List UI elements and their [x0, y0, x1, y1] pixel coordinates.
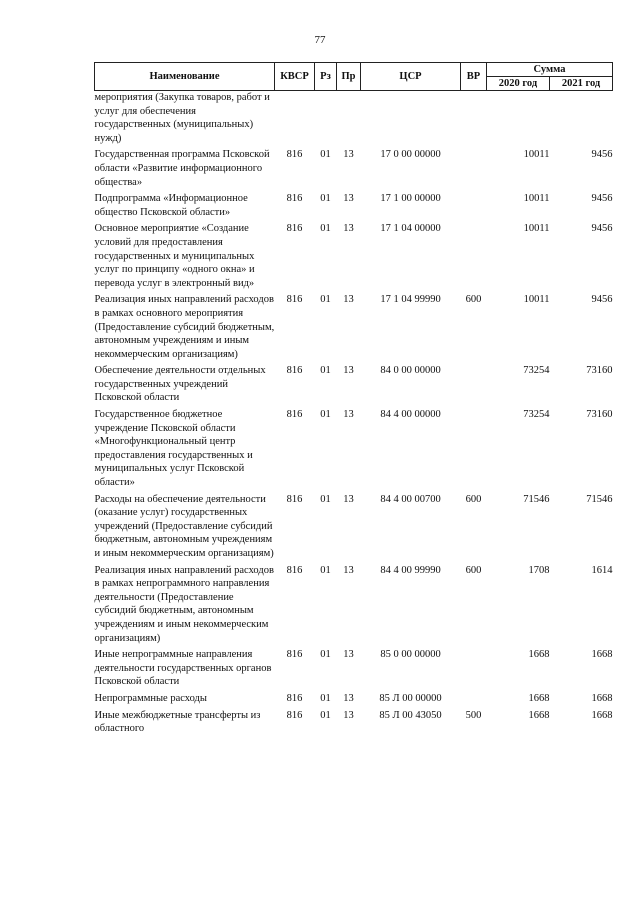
cell-rz: 01: [320, 649, 331, 661]
cell-rz: 01: [320, 493, 331, 505]
table-header: [95, 63, 613, 91]
cell-sum-2020: [487, 91, 550, 146]
cell-name: Реализация иных направлений расходов в рамках основного мероприятия (Предоставление субсидий бюджетным, автономным учреждениям и иным некоммерческим организациям): [94, 294, 275, 360]
header-year-2021: 2021 год: [550, 77, 613, 91]
cell-name: Государственное бюджетное учреждение Псковской области «Многофункциональный центр предоставления государственных и муниципальных услуг Псковской области»: [94, 409, 253, 489]
cell-csr: [361, 91, 461, 146]
cell-sum-2021: 71546: [586, 493, 613, 505]
cell-sum-2020: 10011: [523, 193, 550, 205]
cell-sum-2020: 1708: [528, 564, 550, 576]
cell-rz: 01: [320, 365, 331, 377]
cell-pr: 13: [343, 649, 354, 661]
cell-vr: 600: [465, 493, 482, 505]
cell-sum-2020: 10011: [523, 294, 550, 306]
table-row: [95, 145, 613, 189]
cell-kvsr: 816: [286, 365, 303, 377]
cell-csr: 85 Л 00 43050: [379, 709, 442, 721]
cell-sum-2021: 1668: [591, 649, 613, 661]
table-row: [95, 490, 613, 561]
budget-table: [94, 62, 613, 736]
cell-pr: 13: [343, 493, 354, 505]
table-row: [95, 91, 613, 146]
cell-csr: 84 4 00 99990: [380, 564, 441, 576]
cell-sum-2020: 1668: [528, 692, 550, 704]
cell-pr: 13: [343, 564, 354, 576]
cell-pr: [337, 91, 361, 146]
table-row: [95, 189, 613, 219]
table-body: [95, 91, 613, 736]
cell-vr: [461, 361, 487, 405]
cell-csr: 17 0 00 00000: [380, 149, 441, 161]
header-sum: Сумма: [487, 63, 613, 77]
cell-kvsr: 816: [286, 409, 303, 421]
cell-rz: 01: [320, 409, 331, 421]
cell-sum-2021: 9456: [591, 223, 613, 235]
cell-sum-2021: 1668: [591, 692, 613, 704]
cell-sum-2021: 73160: [586, 409, 613, 421]
cell-csr: 17 1 00 00000: [380, 193, 441, 205]
table-row: [95, 290, 613, 361]
cell-kvsr: 816: [286, 692, 303, 704]
cell-sum-2021: 9456: [591, 149, 613, 161]
cell-pr: 13: [343, 709, 354, 721]
table-row: [95, 219, 613, 290]
header-pr: Пр: [337, 63, 361, 91]
cell-vr: 500: [465, 709, 482, 721]
cell-kvsr: 816: [286, 493, 303, 505]
cell-rz: 01: [320, 193, 331, 205]
cell-vr: [461, 189, 487, 219]
cell-vr: [461, 405, 487, 490]
cell-name: Иные межбюджетные трансферты из областного: [94, 709, 261, 735]
cell-pr: 13: [343, 365, 354, 377]
cell-vr: [461, 145, 487, 189]
cell-csr: 17 1 04 99990: [380, 294, 441, 306]
cell-vr: [461, 689, 487, 706]
table-row: [95, 706, 613, 736]
cell-sum-2020: 71546: [523, 493, 550, 505]
header-vr: ВР: [461, 63, 487, 91]
cell-name: Иные непрограммные направления деятельности государственных органов Псковской области: [94, 649, 272, 688]
cell-name: Обеспечение деятельности отдельных государственных учреждений Псковской области: [94, 365, 266, 404]
cell-kvsr: [275, 91, 315, 146]
cell-pr: 13: [343, 149, 354, 161]
header-rz: Рз: [315, 63, 337, 91]
table-row: [95, 689, 613, 706]
cell-kvsr: 816: [286, 649, 303, 661]
cell-name: Расходы на обеспечение деятельности (оказание услуг) государственных учреждений (Предоставление субсидий бюджетным, автономным учреждениям и иным некоммерческим организациям): [94, 493, 274, 559]
cell-rz: 01: [320, 709, 331, 721]
cell-rz: 01: [320, 223, 331, 235]
cell-sum-2021: 1614: [591, 564, 613, 576]
cell-sum-2021: 73160: [586, 365, 613, 377]
cell-rz: 01: [320, 564, 331, 576]
table-row: [95, 405, 613, 490]
cell-pr: 13: [343, 294, 354, 306]
cell-sum-2021: 9456: [591, 193, 613, 205]
table-row: [95, 361, 613, 405]
header-year-2020: 2020 год: [487, 77, 550, 91]
cell-sum-2020: 10011: [523, 149, 550, 161]
cell-pr: 13: [343, 692, 354, 704]
cell-name: Основное мероприятие «Создание условий для предоставления государственных и муниципальных услуг по принципу «одного окна» и перевода услуг в электронный вид»: [94, 223, 255, 289]
cell-csr: 85 0 00 00000: [380, 649, 441, 661]
header-kvsr: КВСР: [275, 63, 315, 91]
header-csr: ЦСР: [361, 63, 461, 91]
cell-kvsr: 816: [286, 223, 303, 235]
cell-rz: [315, 91, 337, 146]
header-name: Наименование: [95, 63, 275, 91]
cell-vr: [461, 645, 487, 689]
cell-kvsr: 816: [286, 709, 303, 721]
cell-name: Реализация иных направлений расходов в рамках непрограммного направления деятельности (Предоставление субсидий бюджетным, автономным учреждениям и иным некоммерческим организациям): [94, 564, 274, 644]
cell-kvsr: 816: [286, 193, 303, 205]
cell-name: мероприятия (Закупка товаров, работ и услуг для обеспечения государственных (муниципальных) нужд): [94, 92, 270, 144]
cell-sum-2020: 73254: [523, 409, 550, 421]
cell-csr: 84 4 00 00700: [380, 493, 441, 505]
cell-rz: 01: [320, 692, 331, 704]
cell-sum-2020: 1668: [528, 709, 550, 721]
table-row: [95, 645, 613, 689]
cell-sum-2020: 10011: [523, 223, 550, 235]
cell-rz: 01: [320, 294, 331, 306]
cell-vr: [461, 219, 487, 290]
cell-kvsr: 816: [286, 294, 303, 306]
cell-sum-2021: [550, 91, 613, 146]
cell-sum-2020: 1668: [528, 649, 550, 661]
cell-name: Государственная программа Псковской области «Развитие информационного общества»: [94, 149, 270, 188]
cell-rz: 01: [320, 149, 331, 161]
cell-name: Непрограммные расходы: [94, 692, 207, 704]
cell-vr: [461, 91, 487, 146]
cell-csr: 84 0 00 00000: [380, 365, 441, 377]
cell-pr: 13: [343, 223, 354, 235]
cell-sum-2020: 73254: [523, 365, 550, 377]
cell-sum-2021: 9456: [591, 294, 613, 306]
cell-kvsr: 816: [286, 564, 303, 576]
page-number: 77: [314, 34, 326, 46]
cell-vr: 600: [465, 564, 482, 576]
table-row: [95, 561, 613, 646]
cell-name: Подпрограмма «Информационное общество Псковской области»: [94, 193, 248, 218]
cell-csr: 17 1 04 00000: [380, 223, 441, 235]
cell-vr: 600: [465, 294, 482, 306]
cell-sum-2021: 1668: [591, 709, 613, 721]
cell-pr: 13: [343, 409, 354, 421]
cell-csr: 84 4 00 00000: [380, 409, 441, 421]
cell-kvsr: 816: [286, 149, 303, 161]
cell-pr: 13: [343, 193, 354, 205]
cell-csr: 85 Л 00 00000: [379, 692, 442, 704]
